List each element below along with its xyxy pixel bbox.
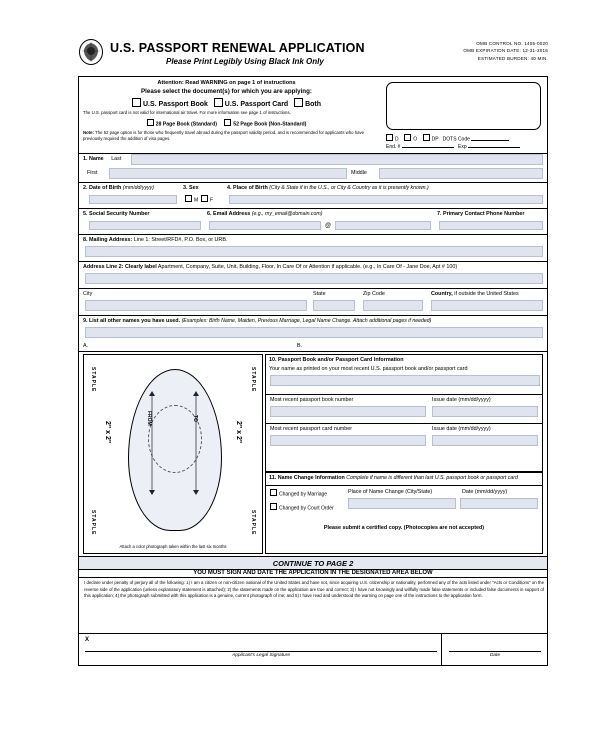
label-email-hint: (e.g., my_email@domain.com) bbox=[251, 211, 323, 217]
checkbox-d[interactable] bbox=[386, 134, 393, 141]
checkbox-sex-female[interactable] bbox=[201, 195, 208, 202]
date-caption: Date bbox=[489, 653, 501, 658]
input-card-issue-date[interactable] bbox=[432, 435, 538, 446]
sex-options bbox=[185, 195, 213, 204]
label-email-at: @ bbox=[325, 223, 332, 229]
label-mailing-line1: Line 1: Street/RFD#, P.O. Box, or URB. bbox=[133, 237, 228, 243]
field-6-email bbox=[207, 211, 322, 217]
omb-info bbox=[463, 40, 548, 62]
photo-attach-area bbox=[83, 354, 263, 554]
field-5-ssn bbox=[83, 211, 150, 217]
divider-contact bbox=[79, 234, 547, 235]
page-title: U.S. PASSPORT RENEWAL APPLICATION bbox=[110, 41, 365, 55]
certified-copy-notice: Please submit a certified copy. (Photocopies are not accepted) bbox=[323, 525, 485, 531]
section-11-title: 11. Name Change Information Complete if name is different than last U.S. passport book or passport card bbox=[269, 475, 518, 481]
official-dots-row bbox=[386, 134, 541, 143]
omb-burden: ESTIMATED BURDEN: 40 MIN. bbox=[477, 55, 548, 61]
label-address-line2: Address Line 2: bbox=[83, 264, 124, 270]
checkbox-both[interactable] bbox=[294, 98, 303, 107]
input-book-issue-date[interactable] bbox=[432, 406, 538, 417]
label-state: State bbox=[313, 291, 326, 297]
divider-address2 bbox=[79, 288, 547, 289]
label-dob-format: (mm/dd/yyyy) bbox=[122, 185, 154, 191]
option-changed-by-marriage[interactable] bbox=[270, 489, 327, 498]
checkbox-changed-by-court[interactable] bbox=[270, 503, 277, 510]
staple-label-bottom-left: STAPLE bbox=[90, 509, 96, 535]
exp-input[interactable] bbox=[468, 147, 520, 148]
label-place-of-name-change: Place of Name Change (City/State) bbox=[348, 489, 433, 495]
section-10-subtitle: Your name as printed on your most recent U.S. passport book and/or passport card bbox=[269, 366, 468, 372]
input-ssn[interactable] bbox=[89, 221, 201, 230]
label-name: 1. Name bbox=[83, 156, 104, 162]
label-other-names-hint: (Examples: Birth Name, Maiden, Previous Marriage, Legal Name Change. Attach additional pages if needed) bbox=[181, 318, 432, 324]
field-7-phone bbox=[437, 211, 524, 217]
staple-label-top-right: STAPLE bbox=[250, 367, 256, 393]
checkbox-28-page-book[interactable] bbox=[147, 119, 154, 126]
label-card-number: Most recent passport card number bbox=[270, 426, 353, 432]
field-8-mailing bbox=[83, 237, 227, 243]
divider-city bbox=[79, 315, 547, 316]
date-line[interactable] bbox=[449, 651, 541, 652]
label-male: M bbox=[194, 197, 199, 204]
label-mailing: 8. Mailing Address: bbox=[83, 237, 133, 243]
field-2-dob bbox=[83, 185, 154, 191]
label-address-line2-hint: Apartment, Company, Suite, Unit, Building, Floor, In Care Of or Attention if applicable. (e.g., In Care Of - Jane Doe, Apt # 100) bbox=[157, 264, 458, 270]
checkbox-dp[interactable] bbox=[423, 134, 430, 141]
label-exp: Exp bbox=[458, 144, 467, 150]
option-changed-by-court[interactable] bbox=[270, 503, 334, 512]
label-both: Both bbox=[305, 101, 322, 108]
label-phone: 7. Primary Contact Phone Number bbox=[437, 211, 525, 217]
label-clearly-label: Clearly label bbox=[124, 264, 157, 270]
field-4-pob bbox=[227, 185, 429, 191]
input-pob[interactable] bbox=[229, 195, 543, 204]
signature-line[interactable] bbox=[85, 651, 437, 652]
label-pob: 4. Place of Birth bbox=[227, 185, 268, 191]
official-end-row bbox=[386, 144, 541, 150]
label-card-issue-date: Issue date (mm/dd/yyyy) bbox=[432, 426, 491, 432]
input-other-names[interactable] bbox=[85, 327, 543, 338]
label-pob-hint: (City & State if in the U.S., or City & Country as it is presently known.) bbox=[269, 185, 429, 191]
label-country-hint: if outside the United States bbox=[454, 291, 519, 297]
checkbox-52-page-book[interactable] bbox=[224, 119, 231, 126]
end-input[interactable] bbox=[402, 147, 454, 148]
input-name-on-passport[interactable] bbox=[270, 375, 540, 386]
input-email-domain[interactable] bbox=[335, 221, 431, 230]
label-dp: DP bbox=[431, 136, 439, 143]
photo-caption: Attach a color photograph taken within the last six months bbox=[119, 544, 227, 550]
divider-section11 bbox=[266, 485, 542, 486]
photo-size-right: 2" x 2" bbox=[235, 421, 242, 444]
divider-section10-2 bbox=[266, 423, 542, 424]
input-state[interactable] bbox=[313, 300, 355, 311]
form-body bbox=[78, 76, 548, 666]
label-d: D bbox=[395, 136, 399, 143]
signature-x-mark: X bbox=[85, 637, 90, 643]
input-address-line1[interactable] bbox=[85, 246, 543, 257]
sign-notice-banner: YOU MUST SIGN AND DATE THE APPLICATION IN THE DESIGNATED AREA BELOW bbox=[79, 569, 547, 578]
field-3-sex bbox=[183, 185, 199, 191]
divider-address1 bbox=[79, 261, 547, 262]
label-passport-card: U.S. Passport Card bbox=[224, 101, 289, 108]
label-middle-name: Middle bbox=[351, 170, 367, 176]
input-middle-name[interactable] bbox=[379, 168, 543, 179]
attention-block bbox=[79, 77, 374, 142]
input-country[interactable] bbox=[431, 300, 543, 311]
label-last: Last bbox=[111, 156, 122, 162]
label-zip: Zip Code bbox=[363, 291, 385, 297]
divider-name bbox=[79, 182, 547, 183]
label-book-number: Most recent passport book number bbox=[270, 397, 354, 403]
page-subtitle: Please Print Legibly Using Black Ink Only bbox=[166, 57, 324, 66]
input-city[interactable] bbox=[85, 300, 307, 311]
section-11-subtitle: Complete if name is different than last U.S. passport book or passport card bbox=[346, 475, 518, 481]
label-dob: 2. Date of Birth bbox=[83, 185, 122, 191]
input-dob[interactable] bbox=[89, 195, 177, 204]
divider-signature-date bbox=[441, 633, 442, 665]
label-passport-book: U.S. Passport Book bbox=[142, 101, 208, 108]
checkbox-passport-card[interactable] bbox=[214, 98, 223, 107]
note-text: The 52 page option is for those who frequently travel abroad during the passport validity period, and is recommended for applicants who have previously required the addition of visa pages. bbox=[83, 129, 365, 141]
label-dots-code: DOTS Code bbox=[442, 136, 470, 143]
label-other-a: A. bbox=[83, 343, 89, 349]
field-country bbox=[431, 291, 519, 297]
signature-caption: Applicant's Legal Signature bbox=[232, 653, 290, 658]
field-9-other-names bbox=[83, 318, 431, 324]
divider-other-names bbox=[79, 351, 547, 352]
divider-section10-1 bbox=[266, 394, 542, 395]
label-52-page-book: 52 Page Book (Non-Standard) bbox=[233, 121, 307, 128]
label-other-names: 9. List all other names you have used. bbox=[83, 318, 181, 324]
form-header bbox=[78, 38, 548, 72]
continue-to-page-2-banner: CONTINUE TO PAGE 2 bbox=[79, 556, 547, 570]
label-changed-by-marriage: Changed by Marriage bbox=[279, 491, 328, 498]
input-email-user[interactable] bbox=[209, 221, 321, 230]
note-label: Note: bbox=[83, 129, 94, 135]
staple-label-top-left: STAPLE bbox=[90, 367, 96, 393]
input-zip[interactable] bbox=[363, 300, 423, 311]
input-phone[interactable] bbox=[439, 221, 543, 230]
divider-signature-top bbox=[79, 633, 547, 634]
input-name-change-date[interactable] bbox=[460, 498, 538, 509]
photo-label-to: TO bbox=[192, 415, 198, 422]
input-address-line2[interactable] bbox=[85, 273, 543, 284]
page-count-options bbox=[83, 119, 370, 128]
field-1-name-label bbox=[83, 156, 121, 162]
section-10-title: 10. Passport Book and/or Passport Card Information bbox=[269, 357, 404, 363]
label-ssn: 5. Social Security Number bbox=[83, 211, 150, 217]
document-options bbox=[83, 98, 370, 108]
omb-control: OMB CONTROL NO. 1405-0020 bbox=[476, 41, 548, 46]
section-10-box bbox=[265, 354, 543, 472]
checkbox-changed-by-marriage[interactable] bbox=[270, 489, 277, 496]
label-end: End. # bbox=[386, 144, 401, 150]
photo-size-left: 2" x 2" bbox=[104, 421, 111, 444]
input-first-name[interactable] bbox=[109, 168, 347, 179]
label-book-issue-date: Issue date (mm/dd/yyyy) bbox=[432, 397, 491, 403]
label-email: 6. Email Address bbox=[207, 211, 251, 217]
photo-guide-arrows-icon bbox=[142, 385, 206, 505]
page-count-note bbox=[83, 130, 370, 142]
label-name-change-date: Date (mm/dd/yyyy) bbox=[462, 489, 508, 495]
label-first-name: First bbox=[87, 170, 98, 176]
attention-line: Attention: Read WARNING on page 1 of instructions bbox=[157, 80, 296, 86]
field-8-line2 bbox=[83, 264, 545, 270]
checkbox-passport-book[interactable] bbox=[132, 98, 141, 107]
label-other-b: B. bbox=[297, 343, 303, 349]
divider-dob bbox=[79, 208, 547, 209]
input-card-number[interactable] bbox=[270, 435, 426, 446]
photo-label-from: FROM bbox=[146, 411, 152, 426]
label-sex: 3. Sex bbox=[183, 185, 199, 191]
label-changed-by-court: Changed by Court Order bbox=[279, 505, 334, 512]
staple-label-bottom-right: STAPLE bbox=[250, 509, 256, 535]
input-book-number[interactable] bbox=[270, 406, 426, 417]
label-city: City bbox=[83, 291, 93, 297]
dots-code-input[interactable] bbox=[471, 140, 509, 141]
input-last-name[interactable] bbox=[131, 154, 543, 165]
omb-expiration: OMB EXPIRATION DATE: 12-31-2016 bbox=[463, 48, 548, 54]
label-o: O bbox=[413, 136, 418, 143]
section-11-box bbox=[265, 472, 543, 554]
official-use-box bbox=[386, 82, 541, 130]
checkbox-o[interactable] bbox=[404, 134, 411, 141]
label-female: F bbox=[209, 197, 214, 204]
label-28-page-book: 28 Page Book (Standard) bbox=[155, 121, 217, 128]
checkbox-sex-male[interactable] bbox=[185, 195, 192, 202]
declaration-text: I declare under penalty of perjury all of the following: 1) I am a citizen or non-citizen national of the United States and have not, since acquiring U.S. citizenship or nationality, performed any of the acts listed under "Acts or Conditions" on the reverse side of the application (unless explanatory statement is attached); 2) the statements made on the application are true and correct; 3) I have not knowingly and willfully made false statements or included false documents in support of this application; 4) the photograph submitted with this application is a genuine, current photograph of me; and 5) I have read and understood the warning on page one of the instructions to the application form. bbox=[84, 580, 544, 599]
passport-card-note: The U.S. passport card is not valid for international air travel. For more information see page 1 of instructions. bbox=[83, 110, 291, 115]
input-place-of-name-change[interactable] bbox=[348, 498, 456, 509]
document-select-prompt: Please select the document(s) for which you are applying: bbox=[141, 88, 312, 95]
label-country: Country, bbox=[431, 291, 453, 297]
us-seal-icon bbox=[78, 38, 104, 66]
